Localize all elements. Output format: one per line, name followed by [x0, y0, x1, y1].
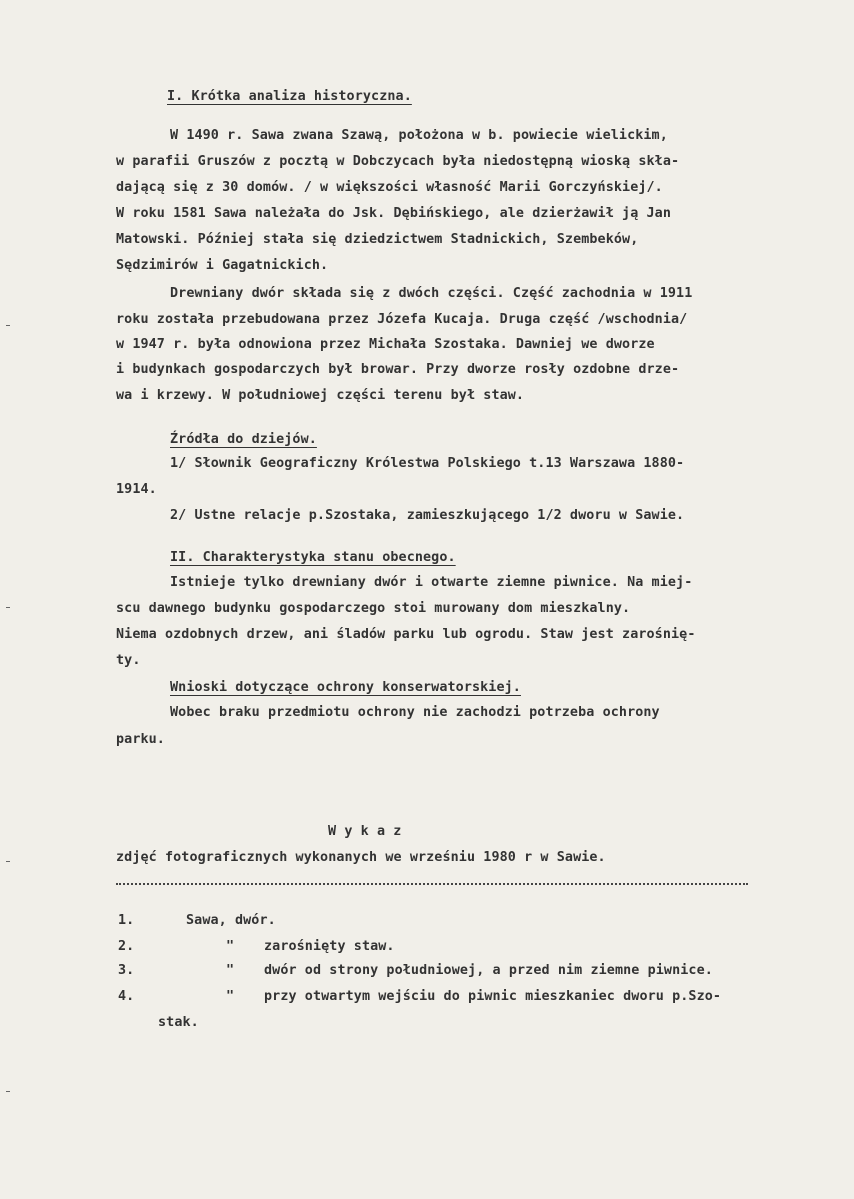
section1-para1-line: W 1490 r. Sawa zwana Szawą, położona w b. powiecie wielickim, — [170, 128, 668, 143]
photo-item-continuation: stak. — [158, 1015, 199, 1030]
section2-line: scu dawnego budynku gospodarczego stoi murowany dom mieszkalny. — [116, 601, 631, 616]
section1-para1-line: Sędzimirów i Gagatnickich. — [116, 258, 329, 273]
photo-list-title: W y k a z — [328, 824, 402, 839]
section2-line: Niema ozdobnych drzew, ani śladów parku lub ogrodu. Staw jest zarośnię- — [116, 627, 696, 642]
section1-para2-line: roku została przebudowana przez Józefa Kucaja. Druga część /wschodnia/ — [116, 312, 688, 327]
conclusions-heading: Wnioski dotyczące ochrony konserwatorskiej. — [170, 680, 521, 695]
section2-line: ty. — [116, 653, 141, 668]
source-item: 1/ Słownik Geograficzny Królestwa Polskiego t.13 Warszawa 1880- — [170, 456, 685, 471]
photo-item-ditto: " — [226, 939, 235, 954]
source-item: 1914. — [116, 482, 157, 497]
photo-item-text: Sawa, dwór. — [186, 913, 276, 928]
margin-mark — [6, 861, 10, 862]
conclusions-line: parku. — [116, 732, 165, 747]
conclusions-line: Wobec braku przedmiotu ochrony nie zachodzi potrzeba ochrony — [170, 705, 660, 720]
photo-item-number: 1. — [118, 913, 135, 928]
dotted-rule — [116, 883, 748, 885]
photo-item-number: 2. — [118, 939, 135, 954]
photo-item-text: zarośnięty staw. — [264, 939, 395, 954]
photo-item-ditto: " — [226, 989, 235, 1004]
section1-para2-line: i budynkach gospodarczych był browar. Przy dworze rosły ozdobne drze- — [116, 362, 680, 377]
photo-item-number: 4. — [118, 989, 135, 1004]
section1-para1-line: W roku 1581 Sawa należała do Jsk. Dębińskiego, ale dzierżawił ją Jan — [116, 206, 672, 221]
section1-para1-line: dającą się z 30 domów. / w większości własność Marii Gorczyńskiej/. — [116, 180, 663, 195]
section2-heading: II. Charakterystyka stanu obecnego. — [170, 550, 456, 565]
margin-mark — [6, 1091, 10, 1092]
margin-mark — [6, 325, 10, 326]
sources-heading: Źródła do dziejów. — [170, 432, 317, 447]
photo-list-subtitle: zdjęć fotograficznych wykonanych we wrześniu 1980 r w Sawie. — [116, 850, 606, 865]
section1-para2-line: wa i krzewy. W południowej części terenu był staw. — [116, 388, 525, 403]
section2-line: Istnieje tylko drewniany dwór i otwarte ziemne piwnice. Na miej- — [170, 575, 693, 590]
margin-mark — [6, 607, 10, 608]
photo-item-number: 3. — [118, 963, 135, 978]
section1-para1-line: w parafii Gruszów z pocztą w Dobczycach była niedostępną wioską skła- — [116, 154, 680, 169]
section1-para1-line: Matowski. Później stała się dziedzictwem Stadnickich, Szembeków, — [116, 232, 639, 247]
photo-item-ditto: " — [226, 963, 235, 978]
photo-item-text: dwór od strony południowej, a przed nim ziemne piwnice. — [264, 963, 713, 978]
source-item: 2/ Ustne relacje p.Szostaka, zamieszkującego 1/2 dworu w Sawie. — [170, 508, 685, 523]
section1-para2-line: Drewniany dwór składa się z dwóch części. Część zachodnia w 1911 — [170, 286, 693, 301]
section1-para2-line: w 1947 r. była odnowiona przez Michała Szostaka. Dawniej we dworze — [116, 337, 655, 352]
section1-heading: I. Krótka analiza historyczna. — [167, 89, 412, 104]
photo-item-text: przy otwartym wejściu do piwnic mieszkaniec dworu p.Szo- — [264, 989, 722, 1004]
